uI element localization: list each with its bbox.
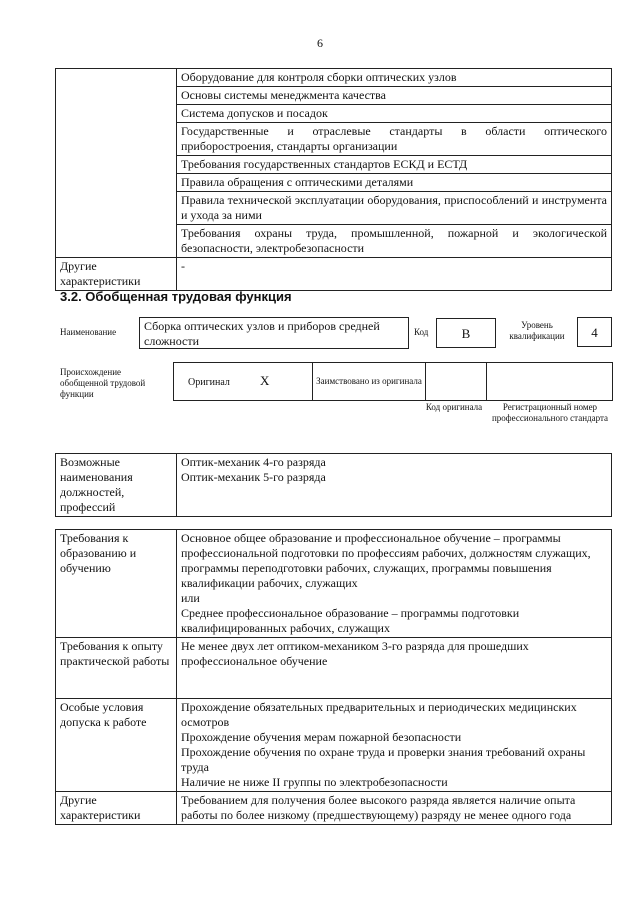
code-value: B [436, 318, 496, 348]
original-label: Оригинал [188, 377, 230, 388]
knowledge-item: Требования государственных стандартов ЕСКД и ЕСТД [177, 156, 612, 174]
reg-number-caption: Регистрационный номер профессионального стандарта [491, 402, 609, 423]
education-line: или [181, 591, 200, 605]
original-mark: X [260, 373, 270, 388]
name-label: Наименование [60, 327, 117, 337]
knowledge-item: Основы системы менеджмента качества [177, 87, 612, 105]
section-title: 3.2. Обобщенная трудовая функция [60, 289, 292, 304]
admission-label: Особые условия допуска к работе [56, 699, 177, 792]
position-item: Оптик-механик 4-го разряда [181, 455, 326, 469]
requirements-table [55, 529, 612, 825]
other-characteristics-value: - [177, 258, 612, 291]
position-item: Оптик-механик 5-го разряда [181, 470, 326, 484]
admission-line: Наличие не ниже II группы по электробезопасности [181, 775, 448, 789]
admission-line: Прохождение обязательных предварительных и периодических медицинских осмотров [181, 700, 577, 729]
knowledge-label-cell [56, 69, 177, 258]
reg-number-cell [487, 363, 613, 401]
code-original-cell [426, 363, 487, 401]
code-original-caption: Код оригинала [425, 402, 483, 412]
experience-value: Не менее двух лет оптиком-механиком 3-го разряда для прошедших профессиональное обучение [177, 638, 612, 699]
admission-value-cell [177, 699, 612, 792]
other-characteristics-label-2: Другие характеристики [56, 792, 177, 825]
admission-line: Прохождение обучения по охране труда и проверки знания требований охраны труда [181, 745, 586, 774]
knowledge-table [55, 68, 612, 291]
original-cell [174, 363, 313, 401]
other-characteristics-value-2: Требованием для получения более высокого разряда является наличие опыта работы по более низкому (предшествующему) разряду не менее одного года [177, 792, 612, 825]
other-characteristics-label: Другие характеристики [56, 258, 177, 291]
knowledge-item: Система допусков и посадок [177, 105, 612, 123]
code-label: Код [414, 327, 429, 337]
positions-table [55, 453, 612, 517]
level-label: Уровень квалификации [509, 320, 565, 341]
knowledge-item: Правила технической эксплуатации оборудования, приспособлений и инструмента и ухода за ними [177, 192, 612, 225]
education-value-cell [177, 530, 612, 638]
page-number: 6 [317, 36, 323, 50]
admission-line: Прохождение обучения мерам пожарной безопасности [181, 730, 462, 744]
positions-value-cell [177, 454, 612, 517]
experience-label: Требования к опыту практической работы [56, 638, 177, 699]
origin-row [173, 362, 613, 401]
knowledge-item: Правила обращения с оптическими деталями [177, 174, 612, 192]
knowledge-item: Требования охраны труда, промышленной, пожарной и экологической безопасности, электробезопасности [177, 225, 612, 258]
education-line: Основное общее образование и профессиональное обучение – программы профессиональной подготовки по профессиям рабочих, должностям служащих, программы переподготовки рабочих, служащих, программы повышения квалификации рабочих, служащих [181, 531, 591, 590]
education-line: Среднее профессиональное образование – программы подготовки квалифицированных рабочих, служащих [181, 606, 520, 635]
name-value: Сборка оптических узлов и приборов средней сложности [139, 317, 409, 349]
positions-label: Возможные наименования должностей, профессий [56, 454, 177, 517]
education-label: Требования к образованию и обучению [56, 530, 177, 638]
borrowed-label: Заимствовано из оригинала [313, 363, 426, 401]
origin-label: Происхождение обобщенной трудовой функции [60, 367, 146, 399]
knowledge-item: Оборудование для контроля сборки оптических узлов [177, 69, 612, 87]
knowledge-item: Государственные и отраслевые стандарты в области оптического приборостроения, стандарты организации [177, 123, 612, 156]
level-value: 4 [577, 317, 612, 347]
